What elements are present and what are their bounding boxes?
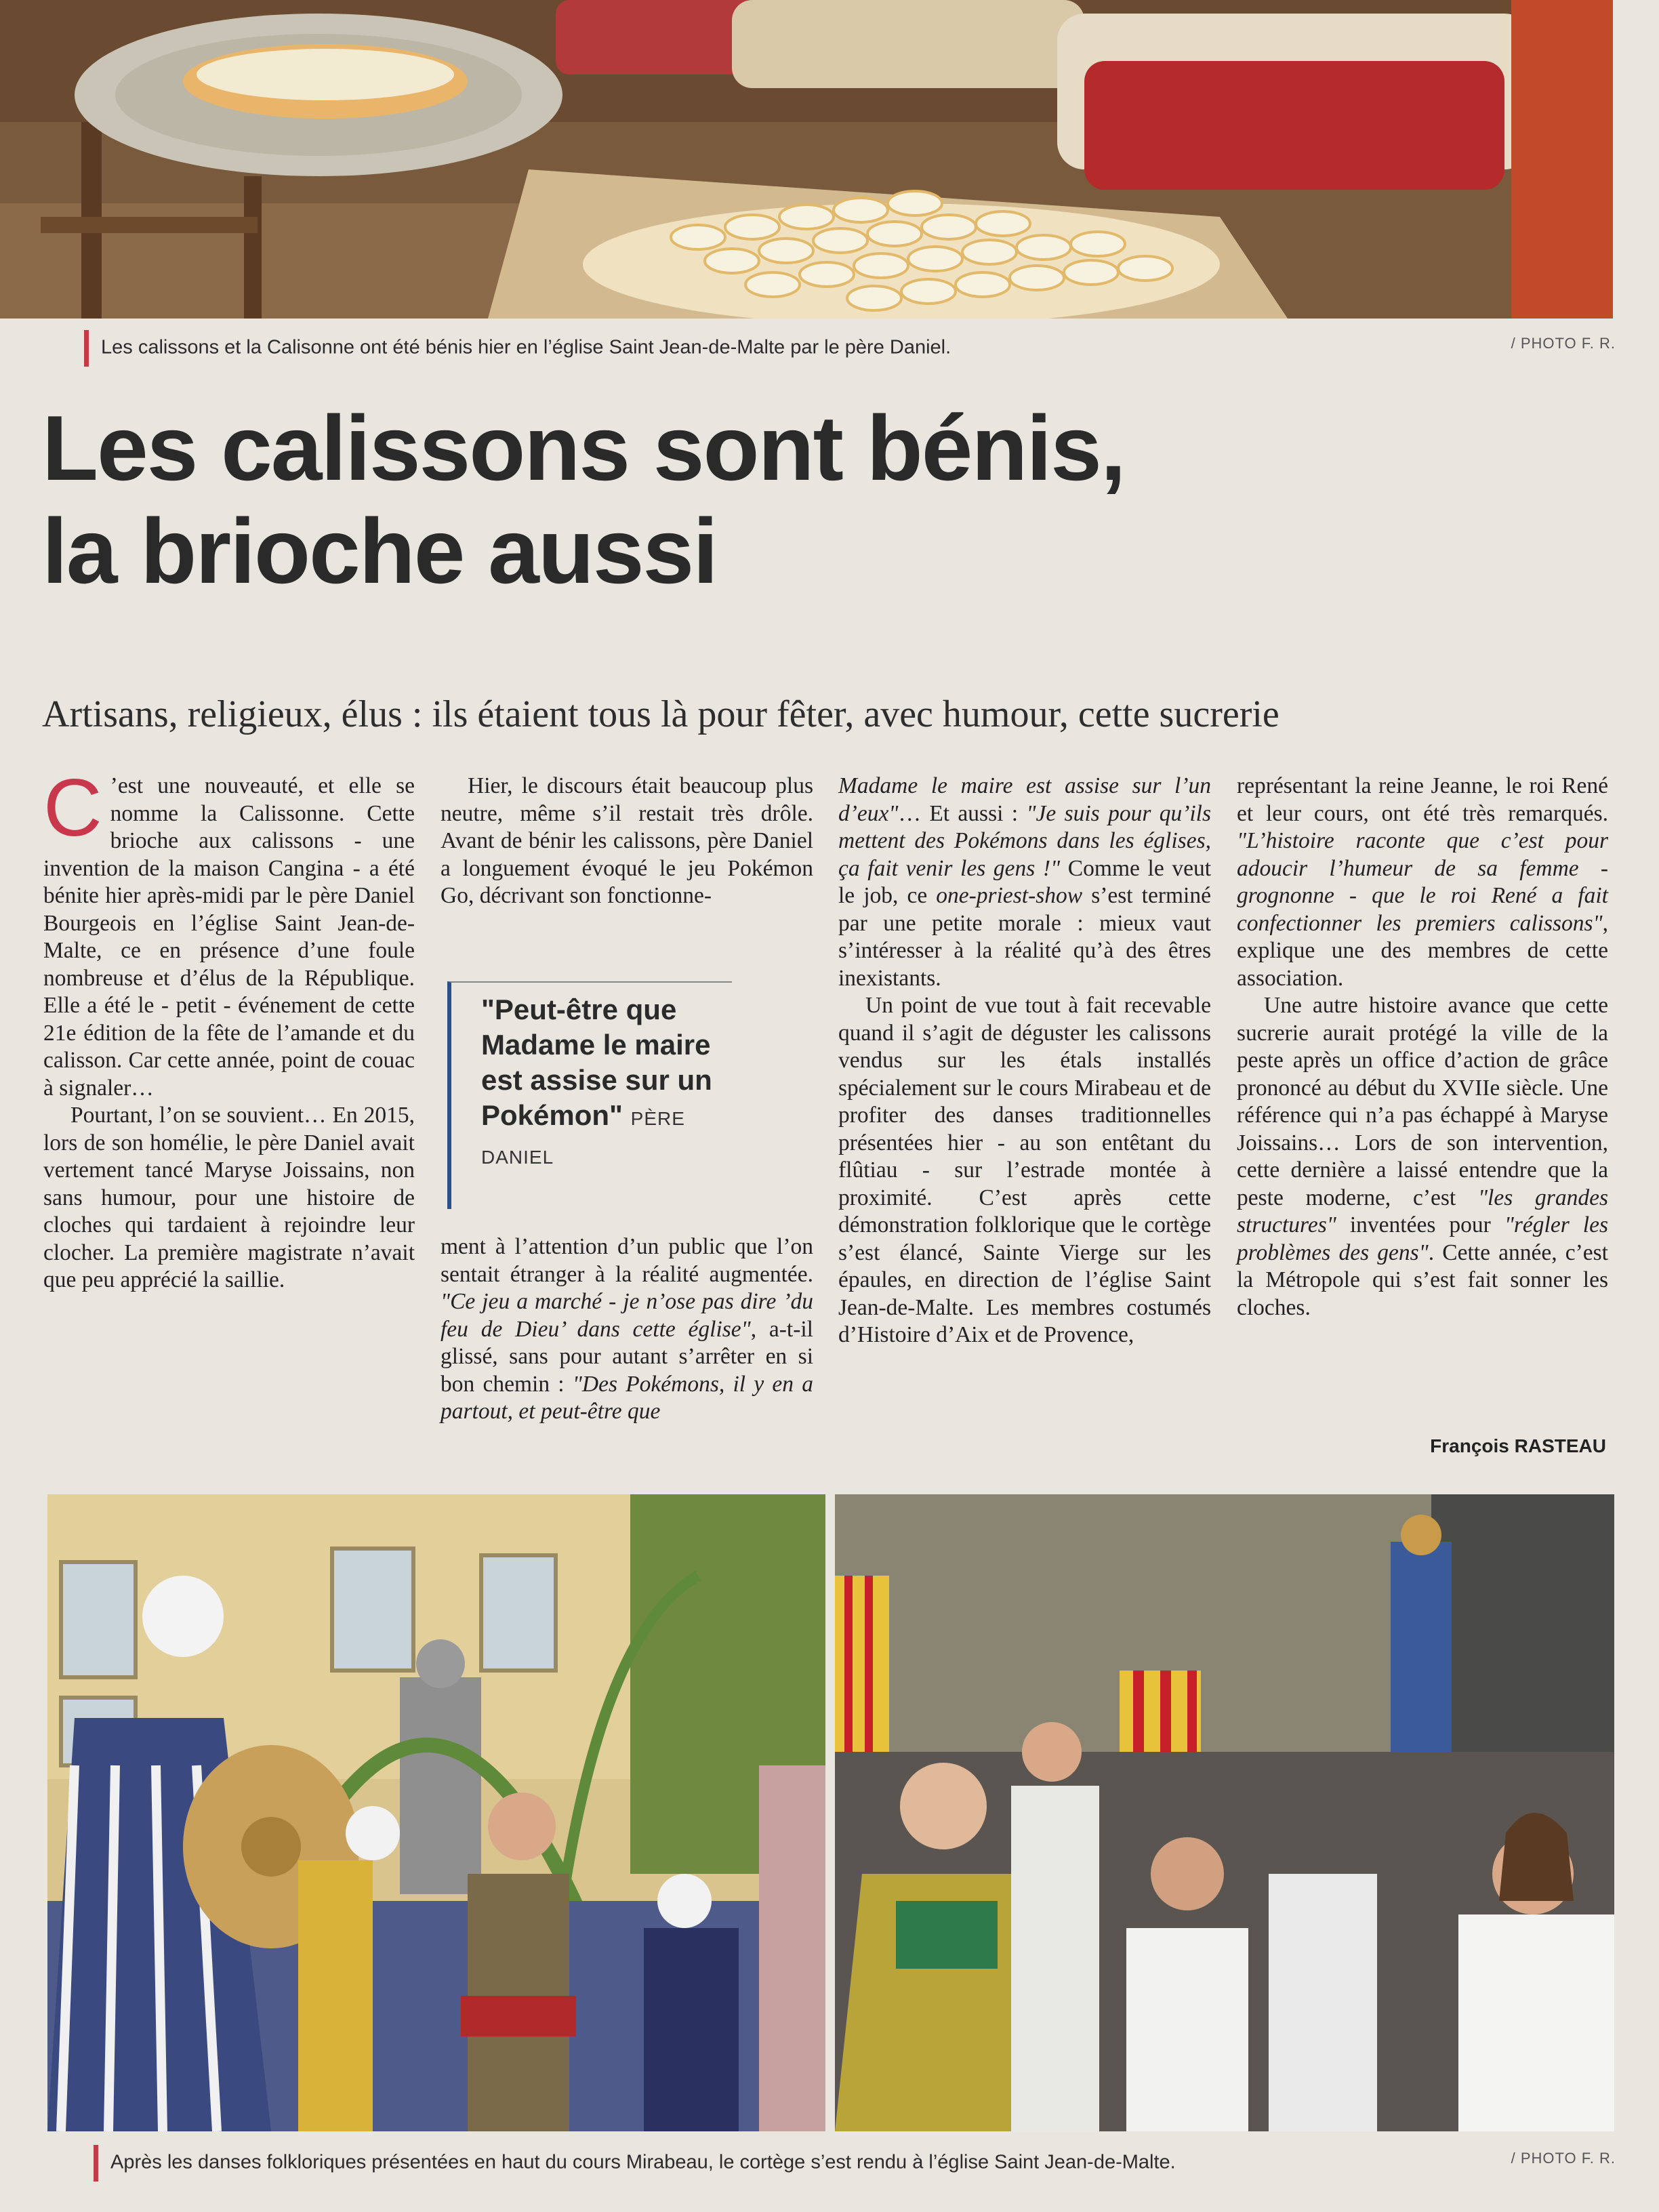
pull-quote-text — [481, 992, 732, 1175]
drop-cap: C — [43, 762, 102, 853]
pull-quote — [447, 981, 732, 1209]
article-subheadline: Artisans, religieux, élus : ils étaient tous là pour fêter, avec humour, cette sucrerie — [42, 693, 1279, 735]
article-column-4 — [1237, 773, 1608, 1322]
top-caption-text: Les calissons et la Calisonne ont été bénis hier en l’église Saint Jean-de-Malte par le père Daniel. — [101, 336, 951, 359]
col4-text-c: Une autre histoire avance que cette sucrerie aurait protégé la ville de la peste après un office d’action de grâce prononcé au début du XVIIe siècle. Une référence qui n’a pas échappé à Maryse Joissains… Lors de son intervention, cette dernière a laissé entendre que la peste moderne, c’est — [1237, 993, 1608, 1210]
bottom-photo-credit: / PHOTO F. R. — [1511, 2150, 1616, 2167]
article-column-2-bottom — [441, 1233, 813, 1426]
col2-quote-2: "Des Pokémons, il y en a partout, et peut-être que — [441, 1371, 813, 1424]
column-2-paragraph-2 — [441, 1233, 813, 1426]
pull-quote-words: "Peut-être que Madame le maire est assise sur un Pokémon" — [481, 994, 712, 1131]
col4-quote-2: "les grandes structures" — [1237, 1185, 1608, 1237]
col3-text-c: s’est terminé par une petite morale : mieux vaut s’intéresser à la réalité qu’à des êtres inexistants. — [838, 883, 1211, 991]
col4-quote-3: "régler les problèmes des gens" — [1237, 1212, 1608, 1265]
headline-line-2: la brioche aussi — [42, 499, 717, 602]
article-column-3 — [838, 773, 1211, 1349]
col3-text-b: Comme le veut le job, ce — [838, 855, 1211, 908]
col1-p1-text: ’est une nouveauté, et elle se nomme la Calissonne. Cette brioche aux calissons - une invention de la maison Cangina - a été bénite hier après-midi par le père Daniel Bourgeois en l’église Saint Jean-de-Malte, ce en présence d’une foule nombreuse et d’élus de la République. Elle a été le - petit - événement de cette 21e édition de la fête de l’amande et du calisson. Car cette année, point de couac à signaler… — [43, 773, 415, 1101]
col4-text-d: inventées pour — [1336, 1212, 1504, 1237]
caption-marker — [84, 330, 89, 367]
column-4-paragraph-2 — [1237, 992, 1608, 1322]
col4-quote-1: "L’histoire raconte que c’est pour adoucir l’humeur de sa femme - grognonne - que le roi René a fait confectionner les premiers calissons" — [1237, 828, 1608, 936]
column-1-paragraph-2: Pourtant, l’on se souvient… En 2015, lors de son homélie, le père Daniel avait vertement tancé Maryse Joissains, non sans humour, pour une histoire de cloches qui tardaient à rejoindre leur clocher. La première magistrate n’avait que peu apprécié la saillie. — [43, 1103, 415, 1292]
col3-quote-3: one-priest-show — [936, 883, 1083, 908]
top-photo-caption — [84, 330, 951, 367]
bottom-photo-procession — [835, 1494, 1614, 2131]
col2-quote-1: "Ce jeu a marché - je n’ose pas dire ’du feu de Dieu’ dans cette église" — [441, 1289, 813, 1342]
pull-quote-author: PÈRE DANIEL — [481, 1108, 685, 1168]
article-column-2-top — [441, 773, 813, 910]
top-photo-calissons — [0, 0, 1613, 319]
col3-text-a: … Et aussi : — [898, 800, 1027, 826]
headline-line-1: Les calissons sont bénis, — [42, 396, 1125, 499]
bottom-photo-folk-dancers — [47, 1494, 825, 2131]
col2-text-b: , a-t-il glissé, sans pour autant s’arrêter en si bon chemin : — [441, 1316, 813, 1397]
article-byline: François RASTEAU — [1430, 1435, 1606, 1456]
column-1-paragraph-1 — [43, 762, 415, 1102]
col4-text-b: , explique une des membres de cette association. — [1237, 910, 1608, 991]
article-headline — [42, 396, 1614, 602]
bottom-photo-caption — [94, 2145, 1176, 2182]
col3-quote-2: "Je suis pour qu’ils mettent des Pokémons dans les églises, ça fait venir les gens !" — [838, 800, 1212, 881]
col4-text-a: représentant la reine Jeanne, le roi René et leur cours, ont été très remarqués. — [1237, 773, 1608, 826]
column-3-paragraph-2: Un point de vue tout à fait recevable quand il s’agit de déguster les calissons vendus sur les étals installés spécialement sur le cours Mirabeau et de profiter des danses traditionnelles présentées hier - au son entêtant du flûtiau - sur l’estrade montée à proximité. C’est après cette démonstration folklorique que le cortège s’est élancé, Sainte Vierge sur les épaules, en direction de l’église Saint Jean-de-Malte. Les membres costumés d’Histoire d’Aix et de Provence, — [838, 993, 1211, 1347]
top-photo-credit: / PHOTO F. R. — [1511, 335, 1616, 352]
col4-text-e: . Cette année, c’est la Métropole qui s’est fait sonner les cloches. — [1237, 1240, 1608, 1320]
column-4-paragraph-1 — [1237, 773, 1608, 992]
col2-text-a: ment à l’attention d’un public que l’on sentait étranger à la réalité augmentée. — [441, 1234, 813, 1287]
caption-marker-bottom — [94, 2145, 98, 2182]
column-3-paragraph-1 — [838, 773, 1211, 992]
column-2-paragraph-1: Hier, le discours était beaucoup plus neutre, même s’il restait très drôle. Avant de bénir les calissons, père Daniel a longuement évoqué le jeu Pokémon Go, décrivant son fonctionne- — [441, 773, 813, 908]
bottom-caption-text: Après les danses folkloriques présentées en haut du cours Mirabeau, le cortège s’est rendu à l’église Saint Jean-de-Malte. — [110, 2151, 1176, 2173]
article-column-1 — [43, 762, 415, 1294]
col3-quote-1: Madame le maire est assise sur l’un d’eux" — [838, 773, 1211, 826]
